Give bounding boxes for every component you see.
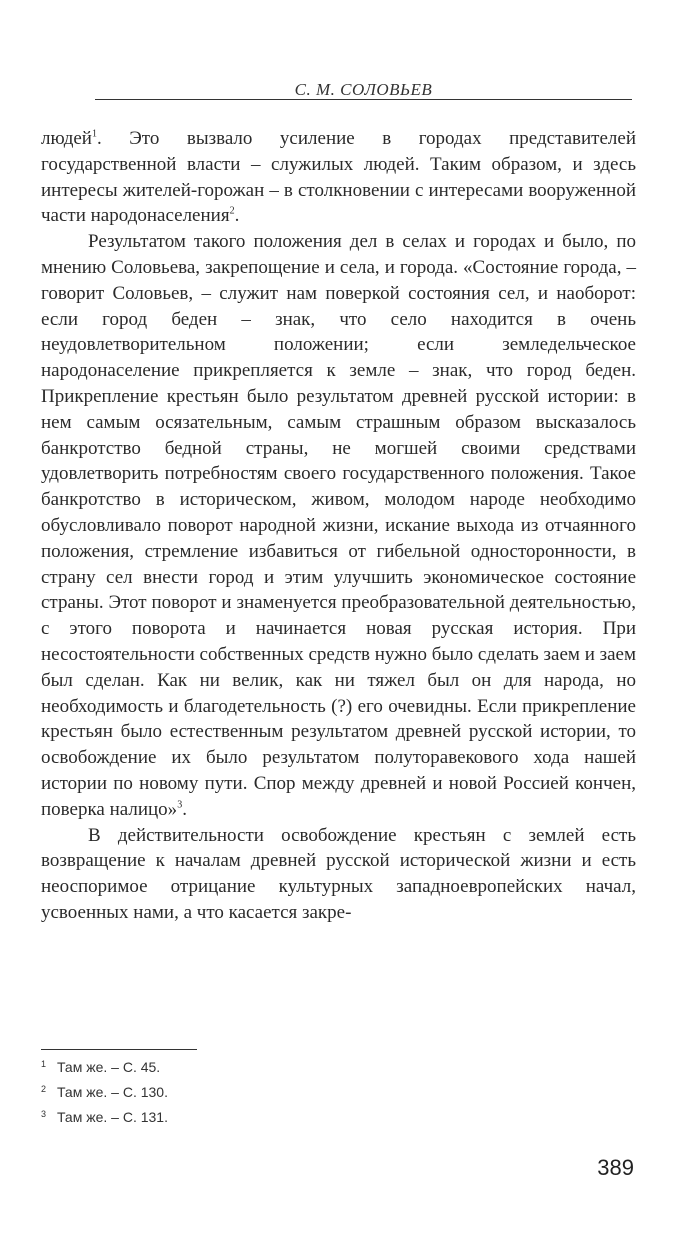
main-text	[41, 126, 636, 926]
footnotes	[41, 1052, 441, 1127]
footnote-ref-2: 2	[229, 206, 235, 218]
footnote	[41, 1077, 441, 1102]
footnote-number: 2	[41, 1084, 47, 1094]
footnote-number: 1	[41, 1059, 47, 1069]
footnote	[41, 1052, 441, 1077]
footnote-rule	[41, 1049, 197, 1050]
footnote-ref-1: 1	[91, 128, 97, 140]
running-header: С. М. СОЛОВЬЕВ	[294, 80, 433, 99]
footnote-text: Там же. – С. 130.	[57, 1084, 168, 1100]
paragraph-1: людей$^1$. Это вызвало усиление в городах представителей государственной власти – служилых людей. Таким образом, и здесь интересы жителей-горожан – в столкновении с интересами вооруженной части народонаселения$^2$.	[41, 128, 636, 227]
paragraph-2: Результатом такого положения дел в селах и городах и было, по мнению Соловьева, закрепощение и села, и города. «Состояние города, – говорит Соловьев, – служит нам поверкой состояния сел, и наоборот: если город беден – знак, что село находится в очень неудовлетворительном положении; если земледельческое народонаселение прикрепляется к земле – знак, что город беден. Прикрепление крестьян было результатом древней русской истории: в нем самым осязательным, самым страшным образом высказалось банкротство бедной страны, не могшей своими средствами удовлетворить потребностям своего государственного положения. Такое банкротство в историческом, живом, молодом народе необходимо обусловливало поворот народной жизни, искание выхода из отчаянного положения, стремление избавиться от гибельной односторонности, в страну сел внести город и этим улучшить экономическое состояние страны. Этот поворот и знаменуется преобразовательной деятельностью, с этого поворота и начинается новая русская история. При несостоятельности собственных средств нужно было сделать заем и заем был сделан. Как ни велик, как ни тяжел был он для народа, но необходимость и благодетельность (?) его очевидны. Если прикрепление крестьян было естественным результатом древней русской истории, то освобождение их было результатом полуторавекового хода нашей истории по новому пути. Спор между древней и новой Россией кончен, поверка налицо»$^3$.	[41, 231, 637, 820]
header-rule	[95, 99, 632, 100]
footnote-text: Там же. – С. 131.	[57, 1109, 168, 1125]
footnote-ref-3: 3	[177, 799, 183, 811]
footnote-text: Там же. – С. 45.	[57, 1059, 161, 1075]
footnote-number: 3	[41, 1109, 47, 1119]
paragraph-3: В действительности освобождение крестьян с землей есть возвращение к началам древней русской исторической жизни и есть неоспоримое отрицание культурных западноевропейских начал, усвоенных нами, а что касается закре-	[41, 824, 636, 923]
footnote	[41, 1102, 441, 1127]
page-number: 389	[597, 1155, 634, 1180]
